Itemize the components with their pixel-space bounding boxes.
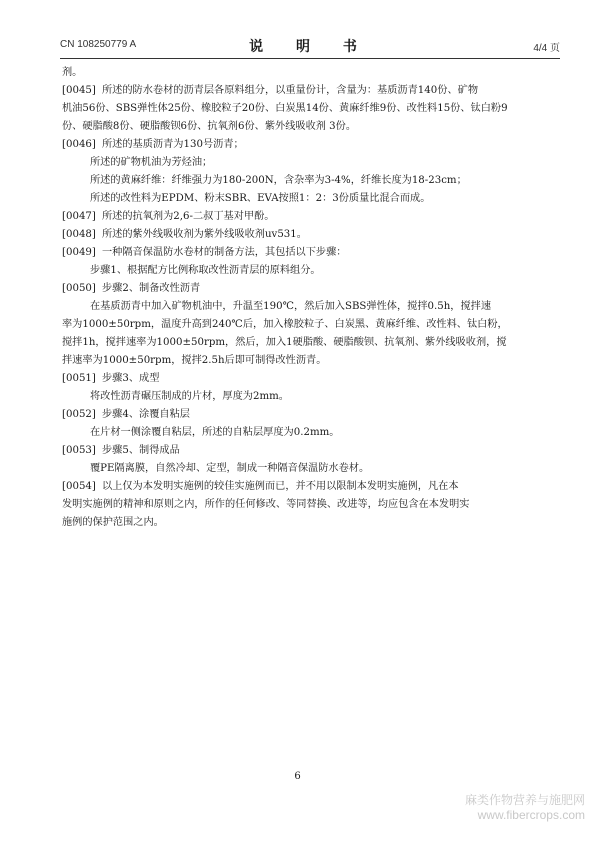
text-line <box>62 298 558 316</box>
line-text: 所述的抗氧剂为2,6-二叔丁基对甲酚。 <box>102 211 275 222</box>
text-line <box>62 82 558 100</box>
line-text: 一种隔音保温防水卷材的制备方法，其包括以下步骤： <box>102 247 347 258</box>
line-text: 所述的改性料为EPDM、粉末SBR、EVA按照1：2：3份质量比混合而成。 <box>90 193 431 204</box>
line-text: 所述的基质沥青为130号沥青； <box>102 139 244 150</box>
paragraph-number: [0046] <box>62 139 96 150</box>
site-watermark <box>465 791 585 822</box>
text-line <box>62 388 558 406</box>
text-line <box>62 208 558 226</box>
line-text: 在片材一侧涂覆自粘层，所述的自粘层厚度为0.2mm。 <box>90 427 340 438</box>
line-text: 所述的黄麻纤维：纤维强力为180-200N，含杂率为3-4%，纤维长度为18-23cm； <box>90 175 467 186</box>
text-line <box>62 226 558 244</box>
line-text: 覆PE隔离膜，自然冷却、定型，制成一种隔音保温防水卷材。 <box>90 463 370 474</box>
text-line <box>62 280 558 298</box>
text-line <box>62 514 558 532</box>
paragraph-number: [0049] <box>62 247 96 258</box>
paragraph-number: [0052] <box>62 409 96 420</box>
line-text: 发明实施例的精神和原则之内，所作的任何修改、等同替换、改进等，均应包含在本发明实 <box>62 499 470 510</box>
text-line <box>62 136 558 154</box>
paragraph-number: [0050] <box>62 283 96 294</box>
line-text: 以上仅为本发明实施例的较佳实施例而已，并不用以限制本发明实施例，凡在本 <box>102 481 459 492</box>
line-text: 步骤5、制得成品 <box>102 445 180 456</box>
text-line <box>62 496 558 514</box>
text-line <box>62 154 558 172</box>
text-line <box>62 442 558 460</box>
page-count: 4/4 页 <box>533 43 560 54</box>
line-text: 所述的紫外线吸收剂为紫外线吸收剂uv531。 <box>102 229 307 240</box>
line-text: 施例的保护范围之内。 <box>62 517 164 528</box>
line-text: 将改性沥青碾压制成的片材，厚度为2mm。 <box>90 391 289 402</box>
line-text: 在基质沥青中加入矿物机油中，升温至190℃，然后加入SBS弹性体，搅拌0.5h，搅拌速 <box>90 301 492 312</box>
header-rule <box>60 58 560 59</box>
line-text: 步骤3、成型 <box>102 373 160 384</box>
paragraph-number: [0045] <box>62 85 96 96</box>
line-text: 所述的矿物机油为芳烃油； <box>90 157 213 168</box>
line-text: 步骤1、根据配方比例称取改性沥青层的原料组分。 <box>90 265 321 276</box>
document-title: 说 明 书 <box>249 39 371 55</box>
line-text: 机油56份、SBS弹性体25份、橡胶粒子20份、白炭黑14份、黄麻纤维9份、改性料15份、钛白粉9 <box>62 103 508 114</box>
text-line <box>62 334 558 352</box>
text-line <box>62 406 558 424</box>
paragraph-number: [0053] <box>62 445 96 456</box>
text-line <box>62 460 558 478</box>
text-line <box>62 352 558 370</box>
text-line <box>62 64 558 82</box>
text-line <box>62 190 558 208</box>
line-text: 步骤4、涂覆自粘层 <box>102 409 190 420</box>
text-line <box>62 100 558 118</box>
line-text: 份、硬脂酸8份、硬脂酸钡6份、抗氧剂6份、紫外线吸收剂 3份。 <box>62 121 357 132</box>
text-line <box>62 424 558 442</box>
text-line <box>62 262 558 280</box>
text-line <box>62 244 558 262</box>
paragraph-number: [0051] <box>62 373 96 384</box>
line-text: 剂。 <box>62 67 83 78</box>
line-text: 拌速率为1000±50rpm，搅拌2.5h后即可制得改性沥青。 <box>62 355 327 366</box>
watermark-url: www.fibercrops.com <box>477 808 585 822</box>
line-text: 所述的防水卷材的沥青层各原料组分，以重量份计，含量为：基质沥青140份、矿物 <box>102 85 479 96</box>
watermark-site-name: 麻类作物营养与施肥网 <box>464 793 585 807</box>
page-header <box>60 36 560 58</box>
publication-number: CN 108250779 A <box>60 39 137 50</box>
paragraph-number: [0054] <box>62 481 96 492</box>
line-text: 搅拌1h，搅拌速率为1000±50rpm，然后，加入1硬脂酸、硬脂酸钡、抗氧剂、紫外线吸收剂，搅 <box>62 337 507 348</box>
paragraph-number: [0047] <box>62 211 96 222</box>
line-text: 率为1000±50rpm，温度升高到240℃后，加入橡胶粒子、白炭黑、黄麻纤维、改性料、钛白粉， <box>62 319 508 330</box>
text-line <box>62 478 558 496</box>
line-text: 步骤2、制备改性沥青 <box>102 283 201 294</box>
text-line <box>62 370 558 388</box>
page-number: 6 <box>294 771 301 782</box>
paragraph-number: [0048] <box>62 229 96 240</box>
document-body <box>62 64 558 532</box>
text-line <box>62 316 558 334</box>
text-line <box>62 172 558 190</box>
text-line <box>62 118 558 136</box>
